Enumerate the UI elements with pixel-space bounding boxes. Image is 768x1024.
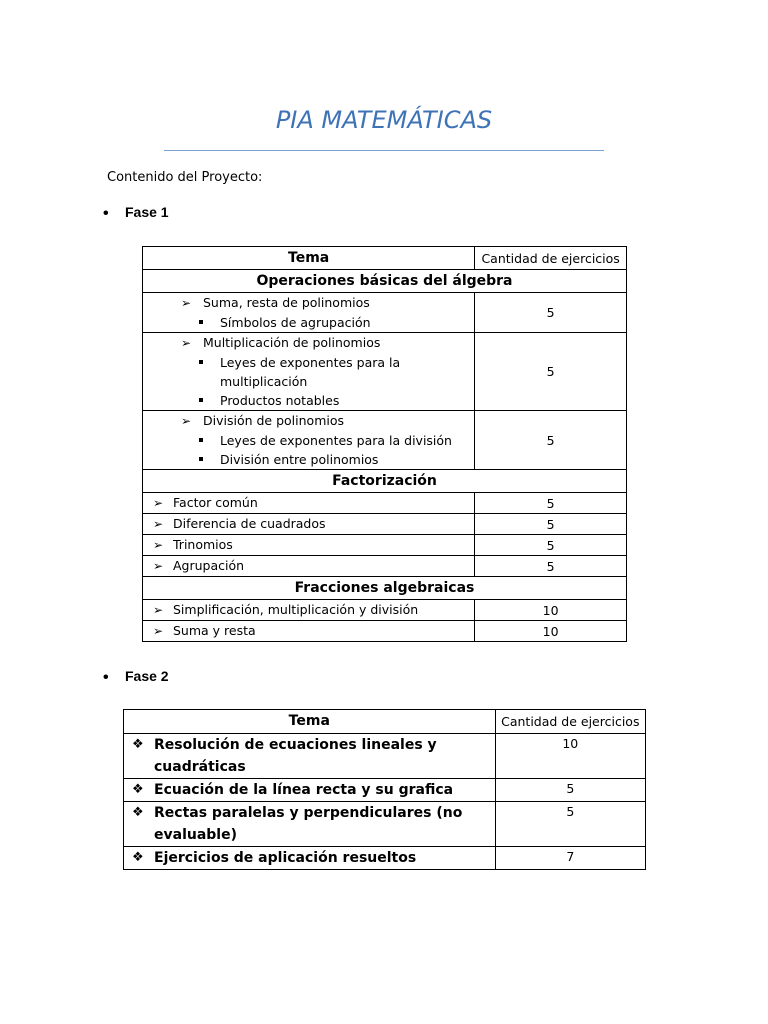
table-header-row — [124, 710, 646, 734]
count-cell: 5 — [475, 556, 627, 577]
section-title: Operaciones básicas del álgebra — [143, 270, 627, 293]
section-row — [143, 470, 627, 493]
table-row — [124, 847, 646, 870]
subtopic-label: División entre polinomios — [220, 452, 379, 467]
count-cell: 5 — [475, 493, 627, 514]
topic-cell — [124, 734, 496, 779]
topic-label: Ecuación de la línea recta y su grafica — [154, 782, 454, 798]
topic-label: Multiplicación de polinomios — [203, 335, 381, 350]
page-title: PIA MATEMÁTICAS — [275, 106, 493, 134]
section-row — [143, 577, 627, 600]
header-cantidad: Cantidad de ejercicios — [475, 247, 627, 270]
diamond-bullet-icon: ❖ — [132, 737, 144, 752]
topic-label: Resolución de ecuaciones lineales y — [154, 737, 437, 753]
arrow-bullet-icon: ➢ — [153, 603, 164, 617]
topic-label: Diferencia de cuadrados — [173, 516, 326, 531]
table-row — [143, 493, 627, 514]
topic-cell — [124, 779, 496, 802]
arrow-bullet-icon: ➢ — [153, 517, 164, 531]
arrow-bullet-icon: ➢ — [153, 624, 164, 638]
table-row — [143, 293, 627, 333]
topic-cell — [143, 514, 475, 535]
table-row — [143, 411, 627, 470]
topic-label: División de polinomios — [203, 413, 345, 428]
diamond-bullet-icon: ❖ — [132, 805, 144, 820]
header-cantidad: Cantidad de ejercicios — [495, 710, 645, 734]
table-row — [124, 779, 646, 802]
subtopic-item — [143, 450, 474, 469]
topic-cell — [143, 411, 475, 470]
arrow-bullet-icon: ➢ — [153, 538, 164, 552]
arrow-bullet-icon: ➢ — [181, 296, 192, 310]
header-tema: Tema — [143, 247, 475, 270]
count-cell: 5 — [475, 293, 627, 333]
topic-label: Suma y resta — [173, 623, 256, 638]
diamond-bullet-icon: ❖ — [132, 782, 144, 797]
subtopic-item — [143, 391, 474, 410]
section-title: Fracciones algebraicas — [143, 577, 627, 600]
topic-cell — [124, 847, 496, 870]
table-row — [143, 621, 627, 642]
subtopic-label: Leyes de exponentes para la división — [220, 433, 452, 448]
table-row — [143, 556, 627, 577]
count-cell: 5 — [475, 514, 627, 535]
table-row — [124, 734, 646, 779]
count-cell: 7 — [495, 847, 645, 870]
arrow-bullet-icon: ➢ — [181, 336, 192, 350]
diamond-bullet-icon: ❖ — [132, 850, 144, 865]
square-bullet-icon — [199, 360, 203, 364]
square-bullet-icon — [199, 320, 203, 324]
topic-cell — [143, 621, 475, 642]
fase-2-label: Fase 2 — [125, 668, 169, 684]
subtopic-label: Leyes de exponentes para la — [220, 355, 401, 370]
topic-cell — [143, 600, 475, 621]
topic-cell — [143, 556, 475, 577]
intro-text: Contenido del Proyecto: — [107, 170, 263, 185]
table-header-row — [143, 247, 627, 270]
count-cell: 5 — [495, 802, 645, 847]
bullet-icon: • — [103, 205, 109, 222]
topic-label: Trinomios — [173, 537, 233, 552]
table-row — [143, 535, 627, 556]
square-bullet-icon — [199, 398, 203, 402]
square-bullet-icon — [199, 457, 203, 461]
table-row — [143, 333, 627, 411]
count-cell: 5 — [475, 411, 627, 470]
count-cell: 5 — [495, 779, 645, 802]
count-cell: 5 — [475, 535, 627, 556]
subtopic-item — [143, 313, 474, 332]
topic-cell — [143, 493, 475, 514]
count-cell: 5 — [475, 333, 627, 411]
header-tema: Tema — [124, 710, 496, 734]
bullet-icon: • — [103, 669, 109, 686]
fase-1-label: Fase 1 — [125, 204, 169, 220]
arrow-bullet-icon: ➢ — [153, 559, 164, 573]
title-underline — [164, 150, 604, 151]
arrow-bullet-icon: ➢ — [153, 496, 164, 510]
topic-label: Rectas paralelas y perpendiculares (no — [154, 805, 463, 821]
subtopic-label: multiplicación — [220, 374, 308, 389]
topic-item — [143, 411, 474, 431]
fase-2-heading — [103, 668, 169, 687]
topic-cell — [124, 802, 496, 847]
topic-label: Agrupación — [173, 558, 245, 573]
topic-label-continuation: cuadráticas — [154, 759, 246, 775]
fase-1-heading — [103, 204, 169, 223]
table-row — [124, 802, 646, 847]
arrow-bullet-icon: ➢ — [181, 414, 192, 428]
topic-label: Factor común — [173, 495, 258, 510]
topic-label: Simplificación, multiplicación y división — [173, 602, 419, 617]
topic-item — [143, 333, 474, 353]
subtopic-item — [143, 431, 474, 450]
topic-cell — [143, 535, 475, 556]
topic-label-continuation: evaluable) — [154, 827, 237, 843]
subtopic-item — [143, 353, 474, 372]
table-row — [143, 514, 627, 535]
count-cell: 10 — [475, 621, 627, 642]
topic-label: Suma, resta de polinomios — [203, 295, 370, 310]
topic-label: Ejercicios de aplicación resueltos — [154, 850, 417, 866]
topic-cell — [143, 333, 475, 411]
subtopic-label: Símbolos de agrupación — [220, 315, 371, 330]
count-cell: 10 — [475, 600, 627, 621]
count-cell: 10 — [495, 734, 645, 779]
square-bullet-icon — [199, 438, 203, 442]
fase-1-table — [142, 246, 627, 642]
fase-2-table — [123, 709, 646, 870]
section-title: Factorización — [143, 470, 627, 493]
subtopic-label: Productos notables — [220, 393, 340, 408]
subtopic-continuation — [143, 372, 474, 391]
table-row — [143, 600, 627, 621]
section-row — [143, 270, 627, 293]
topic-cell — [143, 293, 475, 333]
topic-item — [143, 293, 474, 313]
